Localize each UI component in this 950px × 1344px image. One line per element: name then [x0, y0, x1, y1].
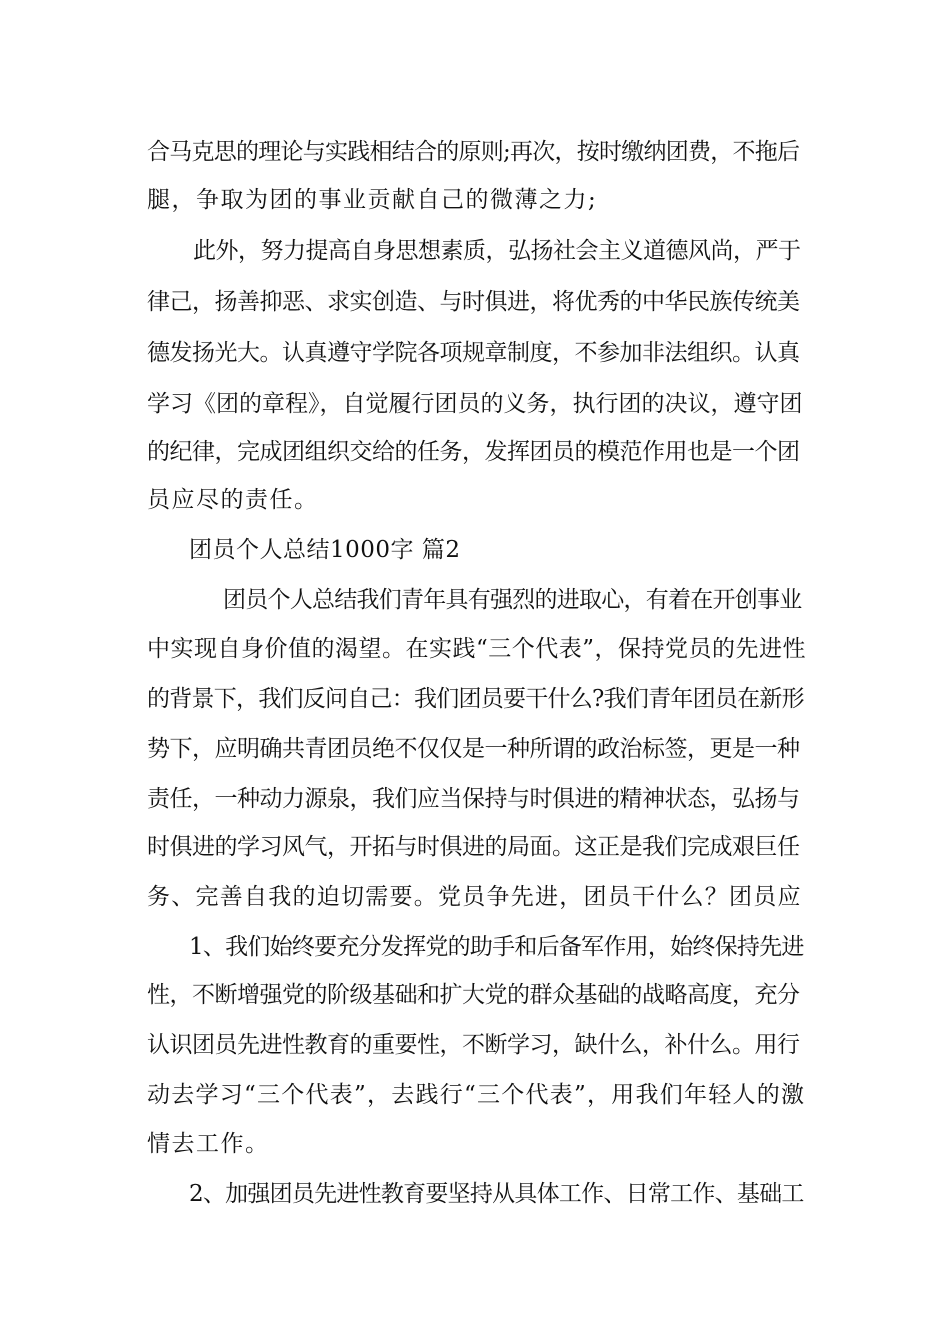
text-line: 德发扬光大。认真遵守学院各项规章制度，不参加非法组织。认真	[147, 340, 800, 366]
text-line: 员应尽的责任。	[147, 487, 319, 513]
text-line: 的纪律，完成团组织交给的任务，发挥团员的模范作用也是一个团	[147, 439, 800, 465]
text-line: 的背景下，我们反问自己：我们团员要干什么?我们青年团员在新形	[147, 686, 804, 712]
text-line: 合马克思的理论与实践相结合的原则;再次，按时缴纳团费，不拖后	[147, 139, 800, 165]
text-line: 势下，应明确共青团员绝不仅仅是一种所谓的政治标签，更是一种	[147, 736, 800, 762]
text-line: 律己，扬善抑恶、求实创造、与时俱进，将优秀的中华民族传统美	[147, 289, 800, 315]
text-line: 腿，争取为团的事业贡献自己的微薄之力;	[147, 187, 598, 213]
text-line: 动去学习“三个代表”，去践行“三个代表”，用我们年轻人的激	[147, 1082, 806, 1108]
text-line: 团员个人总结我们青年具有强烈的进取心，有着在开创事业	[223, 587, 802, 613]
text-line: 时俱进的学习风气，开拓与时俱进的局面。这正是我们完成艰巨任	[147, 834, 800, 860]
text-line: 情去工作。	[147, 1131, 270, 1157]
text-line: 1、我们始终要充分发挥党的助手和后备军作用，始终保持先进	[189, 934, 804, 960]
text-line: 中实现自身价值的渴望。在实践“三个代表”，保持党员的先进性	[147, 636, 807, 662]
text-line: 认识团员先进性教育的重要性，不断学习，缺什么，补什么。用行	[147, 1032, 800, 1058]
text-line: 此外，努力提高自身思想素质，弘扬社会主义道德风尚，严于	[193, 238, 801, 264]
text-line: 2、加强团员先进性教育要坚持从具体工作、日常工作、基础工	[189, 1181, 804, 1207]
text-line: 责任，一种动力源泉，我们应当保持与时俱进的精神状态，弘扬与	[147, 786, 800, 812]
text-line: 性，不断增强党的阶级基础和扩大党的群众基础的战略高度，充分	[147, 982, 800, 1008]
text-line: 学习《团的章程》，自觉履行团员的义务，执行团的决议，遵守团	[147, 391, 803, 417]
text-line: 务、完善自我的迫切需要。党员争先进，团员干什么？团员应	[147, 884, 802, 910]
section-heading: 团员个人总结1000字 篇2	[189, 537, 461, 563]
